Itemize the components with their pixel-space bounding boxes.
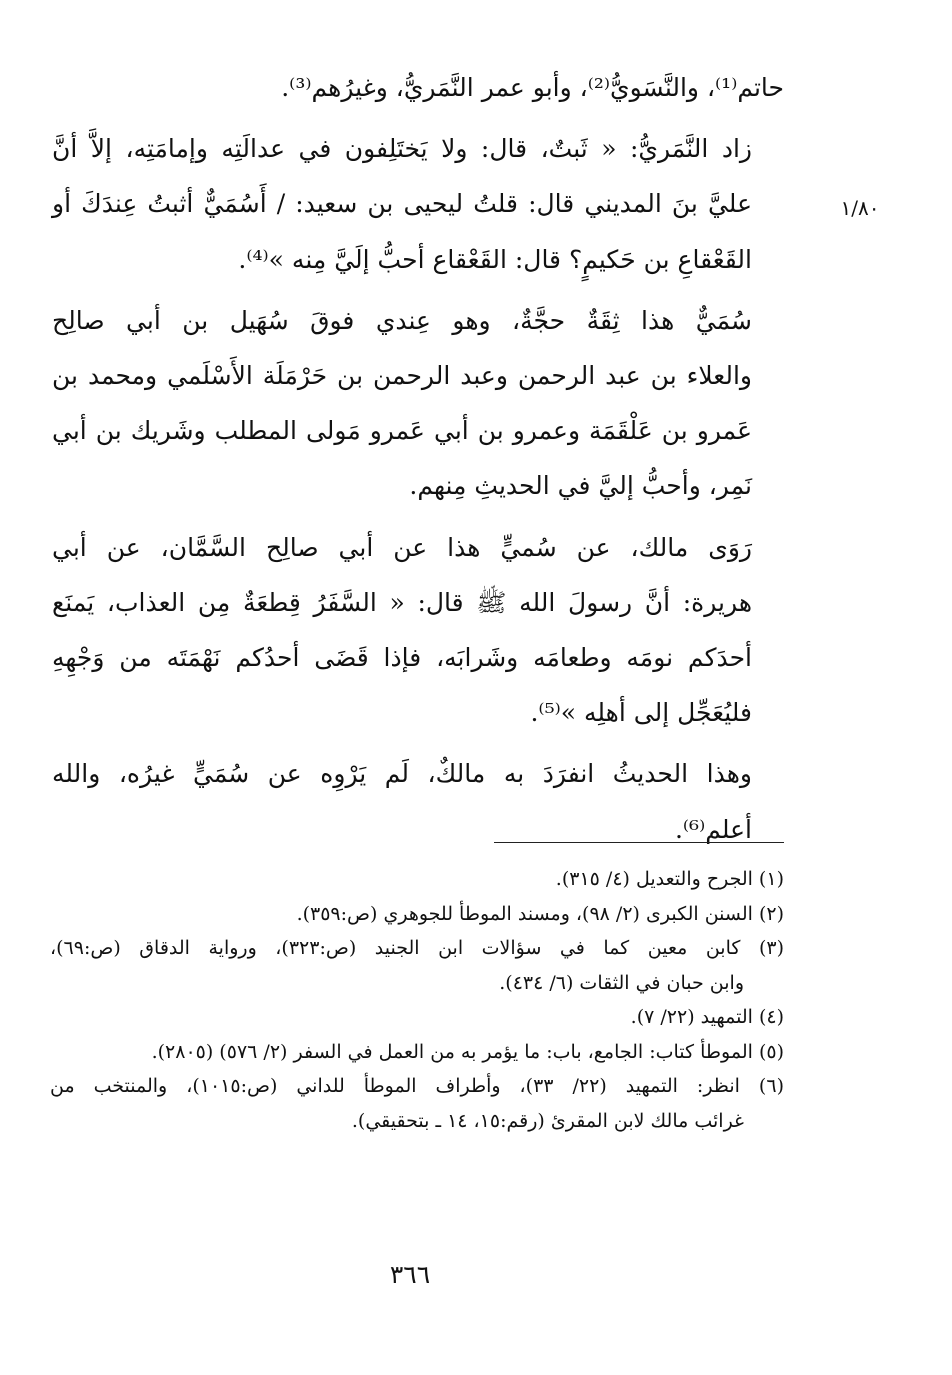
text-line: رَوَى مالك، عن سُميٍّ هذا عن أبي صالِح السَّمَّان، عن أبي (52, 532, 752, 562)
footnote: (١) الجرح والتعديل (٤/ ٣١٥). (555, 868, 784, 890)
footnote-separator (494, 842, 784, 843)
text-line: أحدَكم نومَه وطعامَه وشَرابَه، فإذا قَضَى أحدُكم نَهْمَتَه من وَجْهِهِ (52, 643, 752, 673)
text-line: عليَّ بنَ المديني قال: قلتُ ليحيى بن سعيد: / أَسُمَيٌّ أثبتُ عِندَكَ أو (52, 189, 752, 219)
paragraph (52, 60, 784, 115)
paragraph (52, 746, 784, 856)
footnote: (٥) الموطأ كتاب: الجامع، باب: ما يؤمر به من العمل في السفر (٢/ ٥٧٦) (٢٨٠٥). (151, 1040, 784, 1063)
main-text (52, 60, 784, 857)
text-line: والعلاء بن عبد الرحمن وعبد الرحمن بن حَرْمَلَة الأَسْلَمي ومحمد بن (52, 361, 752, 391)
text-line: نَمِر، وأحبُّ إليَّ في الحديثِ مِنهم. (409, 471, 752, 501)
footnote: (٣) كابن معين كما في سؤالات ابن الجنيد (ص:٣٢٣)، ورواية الدقاق (ص:٦٩)، (50, 937, 784, 959)
footnote-continuation: وابن حبان في الثقات (٦/ ٤٣٤). (499, 971, 744, 994)
paragraph (52, 121, 784, 287)
paragraph (52, 293, 784, 514)
text-line: أعلم⁽⁶⁾. (674, 814, 752, 844)
text-line: وهذا الحديثُ انفرَدَ به مالكٌ، لَم يَرْوِه عن سُمَيٍّ غيرُه، والله (52, 759, 752, 789)
text-line: حاتم⁽¹⁾، والنَّسَويُّ⁽²⁾، وأبو عمر النَّمَريُّ، وغيرُهم⁽³⁾. (281, 73, 784, 102)
footnote-continuation: غرائب مالك لابن المقرئ (رقم:١٥، ١٤ ـ بتحقيقي). (351, 1109, 744, 1132)
text-line: القَعْقاعِ بن حَكيمٍ؟ قال: القَعْقاع أحبُّ إلَيَّ مِنه »⁽⁴⁾. (238, 244, 752, 274)
text-line: زاد النَّمَريُّ: « ثَبتٌ، قال: ولا يَختَلِفون في عدالَتِه وإمامَتِه، إلاَّ أنَّ (52, 134, 752, 164)
footnotes (50, 862, 784, 1138)
paragraph (52, 520, 784, 741)
page-number: ٣٦٦ (389, 1260, 431, 1289)
text-line: هريرة: أنَّ رسولَ الله ﷺ قال: « السَّفَرُ قِطعَةٌ مِن العذاب، يَمنَع (52, 587, 752, 617)
footnote: (٦) انظر: التمهيد (٢٢/ ٣٣)، وأطراف الموطأ للداني (ص:١٠١٥)، والمنتخب من (50, 1075, 784, 1097)
footnote: (٤) التمهيد (٢٢/ ٧). (630, 1006, 784, 1028)
margin-reference: ١/٨٠ (840, 196, 880, 220)
text-line: سُمَيٌّ هذا ثِقَةٌ حجَّةٌ، وهو عِندي فوقَ سُهَيل بن أبي صالِح (52, 305, 752, 335)
footnote: (٢) السنن الكبرى (٢/ ٩٨)، ومسند الموطأ للجوهري (ص:٣٥٩). (296, 902, 784, 925)
text-line: فليُعَجِّل إلى أهلِه »⁽⁵⁾. (530, 698, 752, 728)
text-line: عَمرو بن عَلْقَمَة وعمرو بن أبي عَمرو مَولى المطلب وشَريك بن أبي (52, 416, 752, 446)
